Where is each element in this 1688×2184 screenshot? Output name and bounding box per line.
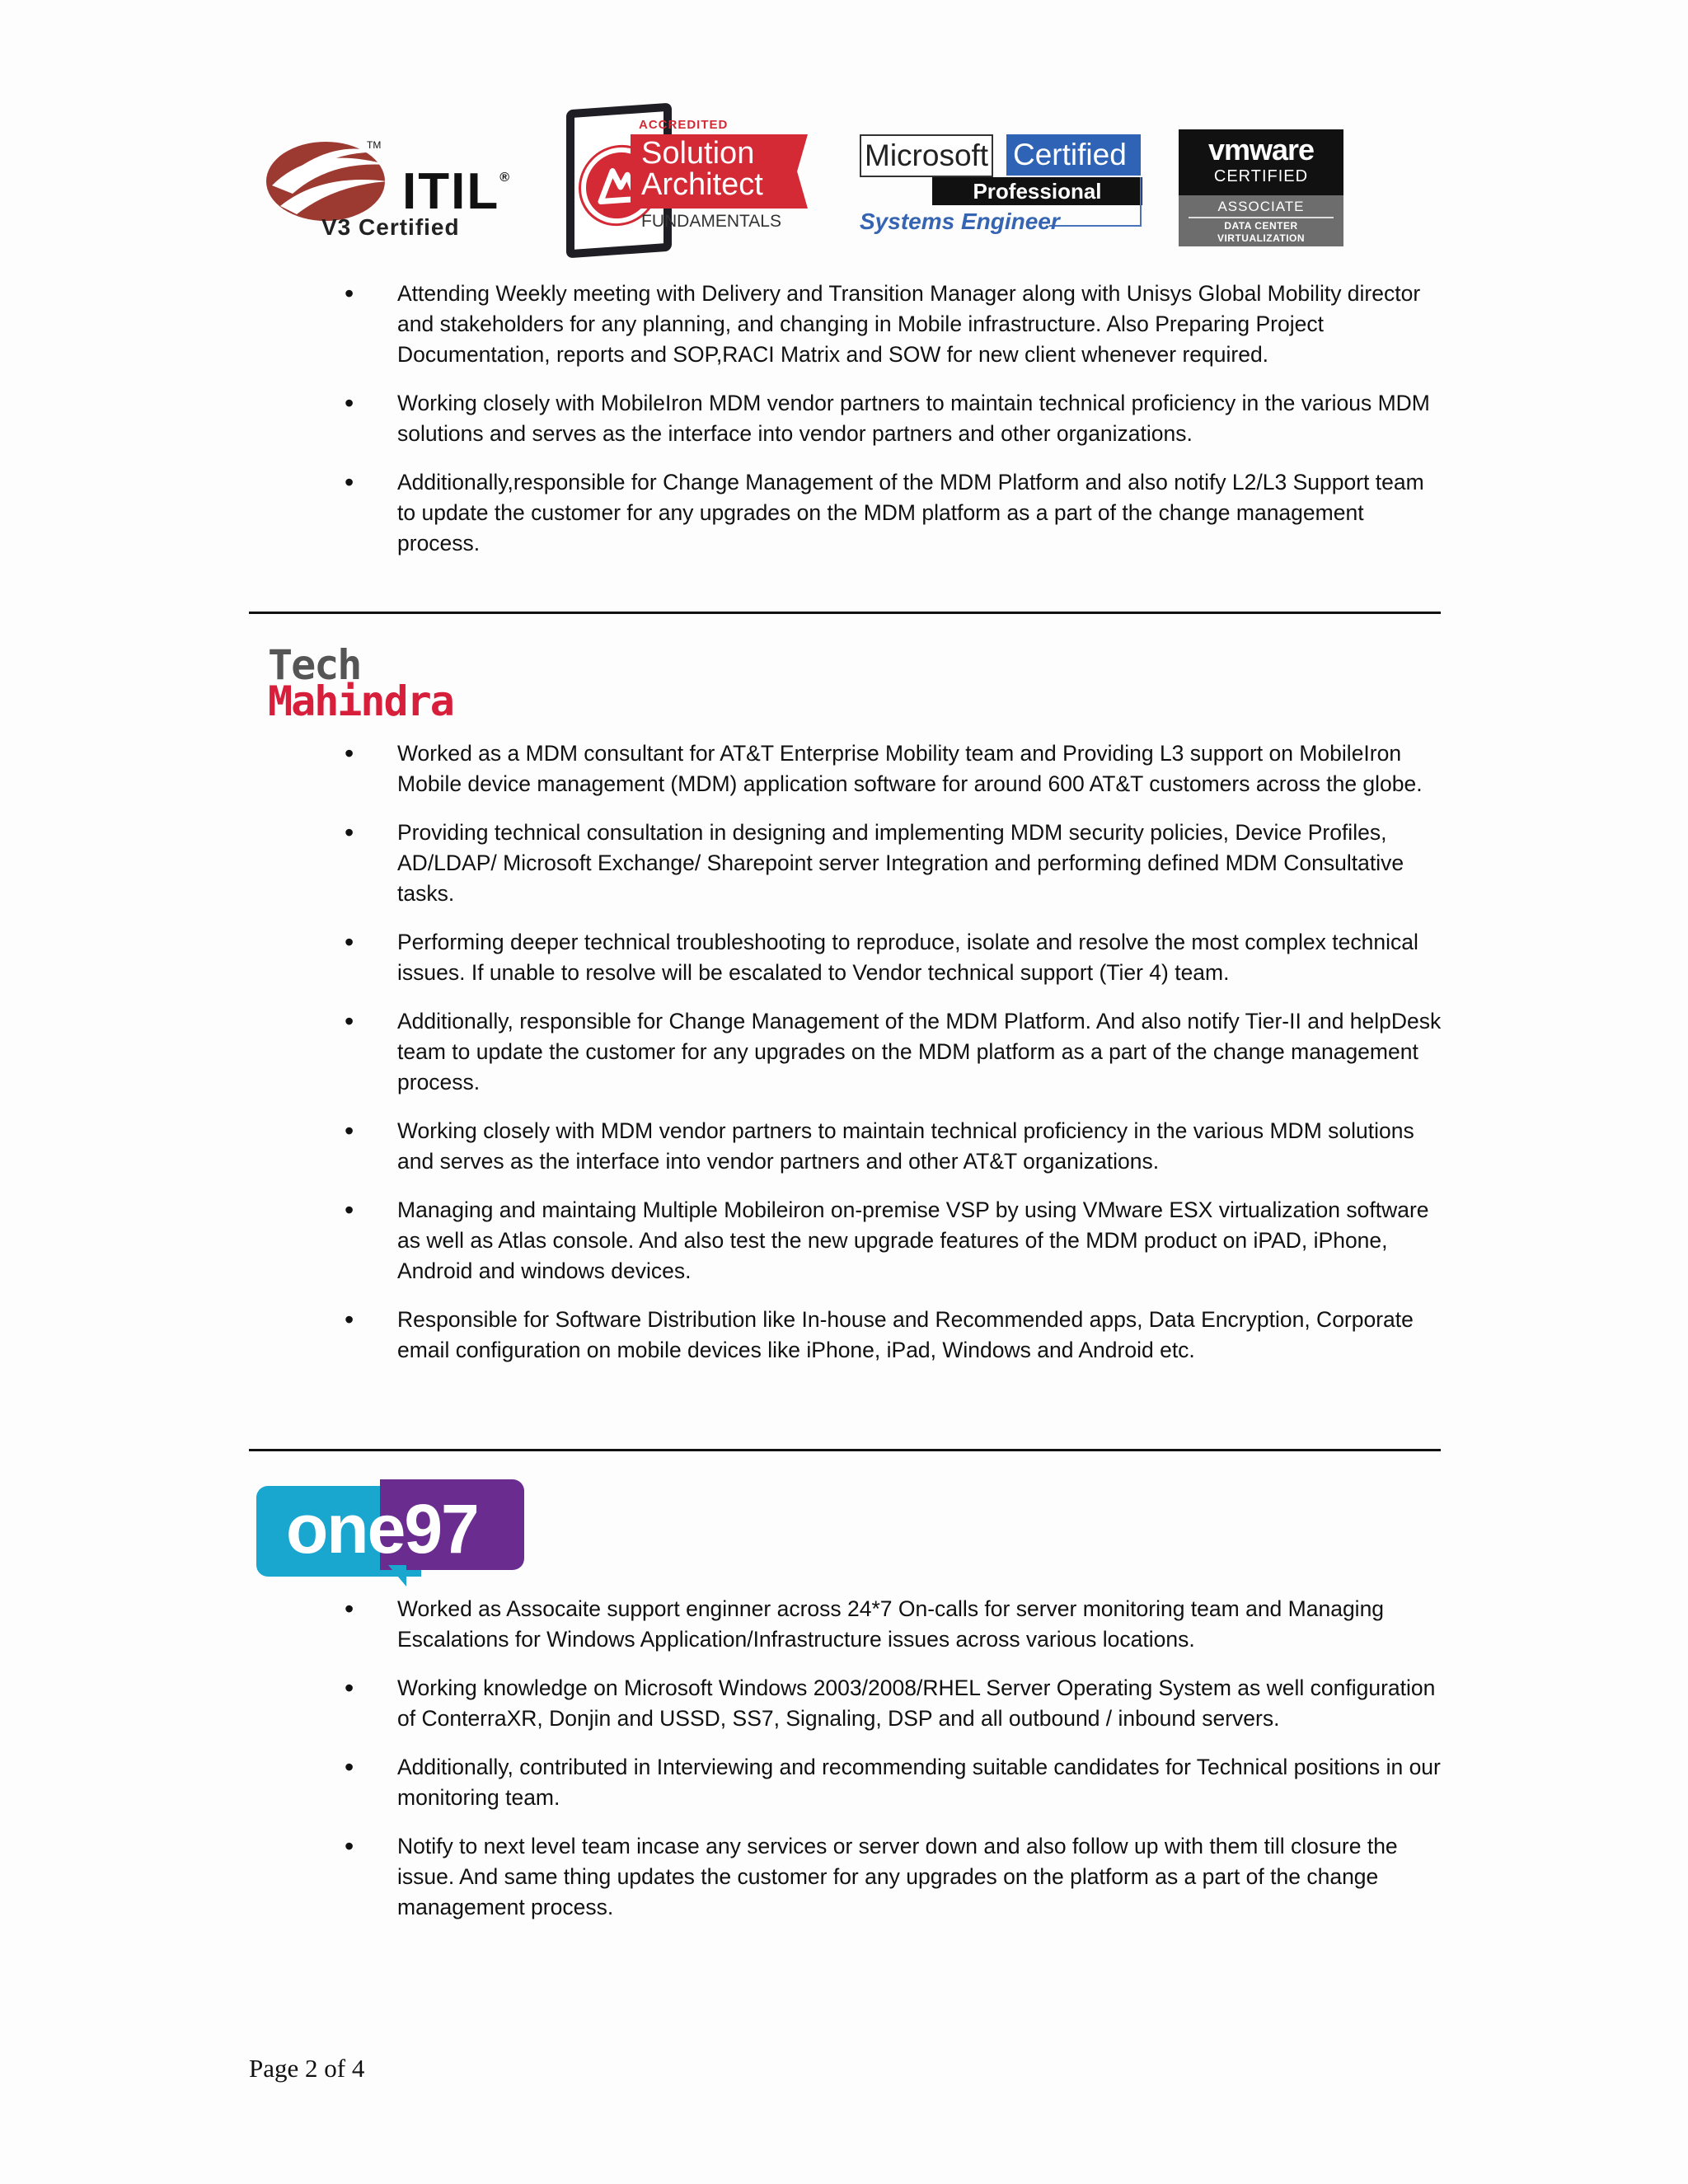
- list-item: • Managing and maintaing Multiple Mobileiron on-premise VSP by using VMware ESX virtualization software as well as Atlas console. And also test the new upgrade features of the MDM product on iPAD, iPhone, Android and windows devices.: [0, 1195, 1444, 1286]
- list-item: • Additionally,responsible for Change Management of the MDM Platform and also notify L2/L3 Support team to update the customer for any upgrades on the MDM platform as a part of the change management process.: [0, 467, 1444, 559]
- itil-subtitle: V3 Certified: [321, 214, 460, 240]
- one97-logo: [256, 1479, 524, 1582]
- tech-mahindra-responsibilities-list: [0, 738, 1444, 1366]
- list-item: • Worked as Assocaite support enginner across 24*7 On-calls for server monitoring team and Managing Escalations for Windows Application/Infrastructure issues across various locations.: [0, 1594, 1444, 1655]
- tech-mahindra-line2: Mahindra: [268, 677, 453, 725]
- list-item: • Providing technical consultation in designing and implementing MDM security policies, Device Profiles, AD/LDAP/ Microsoft Exchange/ Sharepoint server Integration and performing defined MDM Consultative tasks.: [0, 818, 1444, 909]
- solution-label: Solution: [641, 136, 755, 171]
- fundamentals-label: FUNDAMENTALS: [641, 212, 781, 231]
- vmware-certified-logo: [1179, 129, 1343, 246]
- list-item: • Performing deeper technical troubleshooting to reproduce, isolate and resolve the most complex technical issues. If unable to resolve will be escalated to Vendor technical support (Tier 4) team.: [0, 927, 1444, 988]
- vmware-certified-label: CERTIFIED: [1213, 167, 1309, 185]
- list-item: • Additionally, responsible for Change Management of the MDM Platform. And also notify Tier-II and helpDesk team to update the customer for any upgrades on the MDM platform as a part of the change management process.: [0, 1006, 1444, 1098]
- systems-engineer-label: Systems Engineer: [860, 209, 1060, 234]
- itil-tm-mark: TM: [367, 139, 382, 151]
- itil-wordmark: ITIL®: [402, 163, 511, 220]
- list-item: • Working closely with MobileIron MDM vendor partners to maintain technical proficiency in the various MDM solutions and serves as the interface into vendor partners and other organizations.: [0, 388, 1444, 449]
- accredited-label: ACCREDITED: [639, 118, 729, 132]
- list-item: • Attending Weekly meeting with Delivery and Transition Manager along with Unisys Global Mobility director and stakeholders for any planning, and changing in Mobile infrastructure. Also Preparing Project Documentation, reports and SOP,RACI Matrix and SOW for new client whenever required.: [0, 279, 1444, 370]
- tech-mahindra-line1: Tech: [268, 641, 361, 689]
- one97-wordmark: one97: [286, 1490, 478, 1568]
- list-item: • Working closely with MDM vendor partners to maintain technical proficiency in the various MDM solutions and serves as the interface into vendor partners and other AT&T organizations.: [0, 1116, 1444, 1177]
- section-divider: [249, 1449, 1441, 1451]
- one97-responsibilities-list: [0, 1594, 1444, 1923]
- list-item: • Notify to next level team incase any services or server down and also follow up with them till closure the issue. And same thing updates the customer for any upgrades on the platform as a part of the change management process.: [0, 1831, 1444, 1923]
- section-divider: [249, 612, 1441, 614]
- unisys-responsibilities-list: [0, 279, 1444, 559]
- certified-label: Certified: [1006, 134, 1141, 176]
- list-item: • Working knowledge on Microsoft Windows 2003/2008/RHEL Server Operating System as well configuration of ConterraXR, Donjin and USSD, SS7, Signaling, DSP and all outbound / inbound servers.: [0, 1673, 1444, 1734]
- list-item: • Responsible for Software Distribution like In-house and Recommended apps, Data Encryption, Corporate email configuration on mobile devices like iPhone, iPad, Windows and Android etc.: [0, 1305, 1444, 1366]
- mobileiron-solution-architect-logo: [548, 103, 816, 247]
- certification-logos: [264, 103, 1352, 251]
- tech-mahindra-logo: [268, 641, 453, 725]
- vmware-wordmark: vmware: [1207, 133, 1315, 166]
- microsoft-certified-logo: [860, 134, 1144, 250]
- itil-logo: [264, 120, 536, 243]
- data-center-virtualization-label: DATA CENTER VIRTUALIZATION: [1217, 220, 1306, 244]
- page-number: Page 2 of 4: [249, 2054, 365, 2083]
- list-item: • Worked as a MDM consultant for AT&T Enterprise Mobility team and Providing L3 support on MobileIron Mobile device management (MDM) application software for around 600 AT&T customers across the globe.: [0, 738, 1444, 799]
- list-item: • Additionally, contributed in Interviewing and recommending suitable candidates for Technical positions in our monitoring team.: [0, 1752, 1444, 1813]
- microsoft-label: Microsoft: [860, 134, 993, 177]
- associate-label: ASSOCIATE: [1217, 199, 1305, 214]
- architect-label: Architect: [641, 167, 763, 202]
- professional-label: Professional: [932, 177, 1142, 205]
